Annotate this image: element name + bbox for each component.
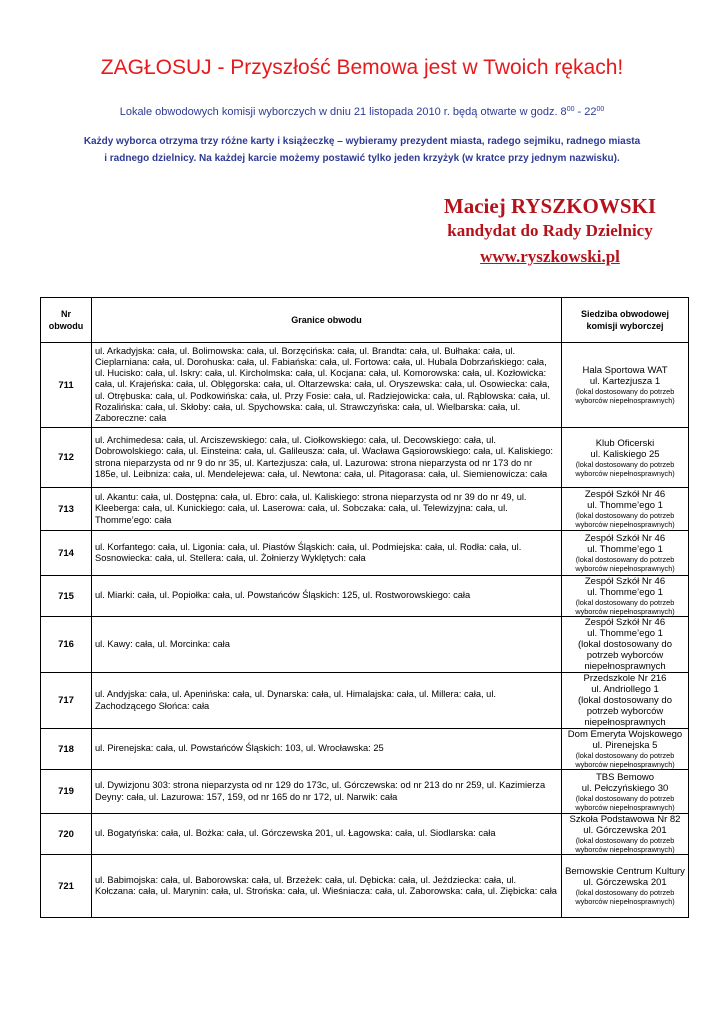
district-number: 720 [41, 814, 92, 855]
accessibility-note: (lokal dostosowany do potrzeb wyborców niepełnosprawnych) [575, 793, 675, 812]
voting-info [60, 133, 664, 167]
district-boundaries: ul. Archimedesa: cała, ul. Arciszewskiego: cała, ul. Ciołkowskiego: cała, ul. Decowskiego: cała, ul. Dobrowolskiego: cała, ul. Einsteina: cała, ul. Galileusza: cała, ul. Wacława Gąsiorowskiego: cała, ul. Kaliskiego: strona nieparzysta od nr 9 do nr 35, ul. Kartezjusza: cała, ul. Lazurowa: strona nieparzysta od nr 173 do nr 185e, ul. Leibniza: cała, ul. Mendelejewa: cała, ul. Newtona: cała, ul. Pitagorasa: cała, ul. Siemienowicza: cała [92, 428, 562, 488]
district-number: 717 [41, 673, 92, 729]
location-address: ul. Pirenejska 5 [592, 740, 658, 751]
table-row [41, 617, 689, 673]
location-address: ul. Górczewska 201 [583, 877, 667, 888]
commission-location [562, 855, 689, 918]
table-row [41, 814, 689, 855]
opening-hours-sup-start: 00 [566, 106, 575, 113]
table-row [41, 488, 689, 531]
district-number: 715 [41, 576, 92, 617]
commission-location [562, 576, 689, 617]
commission-location [562, 428, 689, 488]
location-address: ul. Thomme’ego 1 [587, 500, 663, 511]
district-number: 718 [41, 729, 92, 770]
location-name: Szkoła Podstawowa Nr 82 [569, 814, 681, 825]
location-name: Hala Sportowa WAT [582, 365, 668, 376]
header-granice: Granice obwodu [92, 298, 562, 343]
location-name: Zespół Szkół Nr 46 [584, 576, 666, 587]
table-row [41, 855, 689, 918]
accessibility-note: (lokal dostosowany do potrzeb wyborców niepełnosprawnych) [575, 387, 675, 405]
table-row [41, 343, 689, 428]
table-row [41, 428, 689, 488]
polling-districts-table [40, 297, 689, 918]
location-name: Zespół Szkół Nr 46 [584, 533, 666, 544]
table-row [41, 531, 689, 576]
commission-location [562, 617, 689, 673]
location-name: Dom Emeryta Wojskowego [567, 729, 683, 740]
district-number: 716 [41, 617, 92, 673]
accessibility-note: (lokal dostosowany do potrzeb wyborców niepełnosprawnych [578, 639, 672, 672]
commission-location [562, 673, 689, 729]
district-number: 719 [41, 770, 92, 814]
district-number: 711 [41, 343, 92, 428]
voting-info-line-2: i radnego dzielnicy. Na każdej karcie możemy postawić tylko jeden krzyżyk (w kratce przy jednym nazwisku). [104, 153, 620, 164]
district-boundaries: ul. Babimojska: cała, ul. Baborowska: cała, ul. Brzeżek: cała, ul. Dębicka: cała, ul. Jeżdziecka: cała, ul. Kołczana: cała, ul. Marynin: cała, ul. Strońska: cała, ul. Wieśniacza: cała, ul. Zaborowska: cała, ul. Ziębicka: cała [92, 855, 562, 918]
header-nr-line1: Nr [60, 309, 71, 319]
commission-location [562, 729, 689, 770]
accessibility-note: (lokal dostosowany do potrzeb wyborców niepełnosprawnych) [575, 836, 675, 854]
location-address: ul. Thomme’ego 1 [587, 628, 663, 639]
location-address: ul. Thomme’ego 1 [587, 587, 663, 598]
table-row [41, 576, 689, 617]
district-boundaries: ul. Akantu: cała, ul. Dostępna: cała, ul. Ebro: cała, ul. Kaliskiego: strona nieparzysta od nr 39 do nr 49, ul. Kleeberga: cała, ul. Kunickiego: cała, ul. Laserowa: cała, ul. Sobczaka: cała, ul. Telewizyjna: cała, ul. Thomme’ego: cała [92, 488, 562, 531]
location-name: Przedszkole Nr 216 [583, 673, 667, 684]
accessibility-note: (lokal dostosowany do potrzeb wyborców niepełnosprawnych) [575, 888, 675, 906]
district-boundaries: ul. Arkadyjska: cała, ul. Bolimowska: cała, ul. Borzęcińska: cała, ul. Brandta: cała, ul. Bułhaka: cała, ul. Cieplarniana: cała, ul. Dorohuska: cała, ul. Fabiańska: cała, ul. Fortowa: cała, ul. Hubala Dobrzańskiego: cała, ul. Hucisko: cała, ul. Iskry: cała, ul. Kircholmska: cała, ul. Kocjana: cała, ul. Komorowska: cała, ul. Kozłowicka: cała, ul. Krajeńska: cała, ul. Oblęgorska: cała, ul. Oltarzewska: cała, ul. Oryszewska: cała, ul. Osowiecka: cała, ul. Otrębuska: cała, ul. Podkowińska: cała, ul. Przy Fosie: cała, ul. Radziejowicka: cała, ul. Rąblowska: cała, ul. Rozalińska: cała, ul. Skłoby: cała, ul. Spychowska: cała, ul. Strawczyńska: cała, ul. Wielbarska: cała, ul. Zaboreczne: cała [92, 343, 562, 428]
header-siedziba [562, 298, 689, 343]
location-address: ul. Kaliskiego 25 [590, 448, 660, 460]
opening-hours-text: Lokale obwodowych komisji wyborczych w dniu 21 listopada 2010 r. będą otwarte w godz. 8 [119, 106, 567, 118]
table-row [41, 729, 689, 770]
accessibility-note: (lokal dostosowany do potrzeb wyborców niepełnosprawnych) [575, 598, 675, 616]
district-number: 713 [41, 488, 92, 531]
commission-location [562, 814, 689, 855]
district-boundaries: ul. Korfantego: cała, ul. Ligonia: cała, ul. Piastów Śląskich: cała, ul. Podmiejska: cała, ul. Rodła: cała, ul. Sosnowiecka: cała, ul. Stellera: cała, ul. Żołnierzy Wyklętych: cała [92, 531, 562, 576]
table-row [41, 770, 689, 814]
location-address: ul. Kartezjusza 1 [589, 376, 661, 387]
opening-hours-sup-end: 00 [596, 106, 605, 113]
opening-hours-line [0, 106, 724, 118]
accessibility-note: (lokal dostosowany do potrzeb wyborców niepełnosprawnych) [575, 751, 675, 769]
location-name: TBS Bemowo [595, 771, 655, 783]
location-address: ul. Pełczyńskiego 30 [581, 782, 669, 794]
commission-location [562, 343, 689, 428]
district-boundaries: ul. Dywizjonu 303: strona nieparzysta od nr 129 do 173c, ul. Górczewska: od nr 213 do nr 259, ul. Kazimierza Deyny: cała, ul. Lazurowa: 157, 159, od nr 165 do nr 172, ul. Narwik: cała [92, 770, 562, 814]
district-boundaries: ul. Kawy: cała, ul. Morcinka: cała [92, 617, 562, 673]
page-headline: ZAGŁOSUJ - Przyszłość Bemowa jest w Twoich rękach! [100, 56, 624, 79]
district-boundaries: ul. Andyjska: cała, ul. Apenińska: cała, ul. Dynarska: cała, ul. Himalajska: cała, ul. Millera: cała, ul. Zachodzącego Słońca: cała [92, 673, 562, 729]
header-nr-line2: obwodu [48, 321, 84, 331]
commission-location [562, 531, 689, 576]
candidate-website-link[interactable]: www.ryszkowski.pl [480, 247, 620, 266]
accessibility-note: (lokal dostosowany do potrzeb wyborców niepełnosprawnych) [575, 459, 675, 478]
candidate-role: kandydat do Rady Dzielnicy [447, 221, 653, 240]
location-name: Bemowskie Centrum Kultury [565, 866, 685, 877]
district-boundaries: ul. Miarki: cała, ul. Popiołka: cała, ul. Powstańców Śląskich: 125, ul. Rostworowskiego: cała [92, 576, 562, 617]
accessibility-note: (lokal dostosowany do potrzeb wyborców niepełnosprawnych) [575, 511, 675, 529]
location-address: ul. Thomme’ego 1 [587, 544, 663, 555]
location-name: Zespół Szkół Nr 46 [584, 489, 666, 500]
location-address: ul. Górczewska 201 [583, 825, 667, 836]
accessibility-note: (lokal dostosowany do potrzeb wyborców niepełnosprawnych) [575, 555, 675, 573]
table-body [41, 343, 689, 918]
location-name: Klub Oficerski [595, 437, 655, 449]
header-nr [41, 298, 92, 343]
location-address: ul. Andriollego 1 [591, 684, 659, 695]
commission-location [562, 488, 689, 531]
district-number: 714 [41, 531, 92, 576]
commission-location [562, 770, 689, 814]
location-name: Zespół Szkół Nr 46 [584, 617, 666, 628]
opening-hours-separator: - 22 [574, 106, 597, 118]
table-header-row [41, 298, 689, 343]
district-number: 721 [41, 855, 92, 918]
header-siedziba-line2: komisji wyborczej [586, 321, 664, 331]
district-boundaries: ul. Bogatyńska: cała, ul. Bożka: cała, ul. Górczewska 201, ul. Łagowska: cała, ul. Siodlarska: cała [92, 814, 562, 855]
header-siedziba-line1: Siedziba obwodowej [580, 309, 669, 319]
candidate-name: Maciej RYSZKOWSKI [443, 194, 657, 218]
district-number: 712 [41, 428, 92, 488]
voting-info-line-1: Każdy wyborca otrzyma trzy różne karty i książeczkę – wybieramy prezydent miasta, radego sejmiku, radnego miasta [83, 136, 641, 147]
district-boundaries: ul. Pirenejska: cała, ul. Powstańców Śląskich: 103, ul. Wrocławska: 25 [92, 729, 562, 770]
accessibility-note: (lokal dostosowany do potrzeb wyborców niepełnosprawnych [578, 695, 672, 728]
table-row [41, 673, 689, 729]
